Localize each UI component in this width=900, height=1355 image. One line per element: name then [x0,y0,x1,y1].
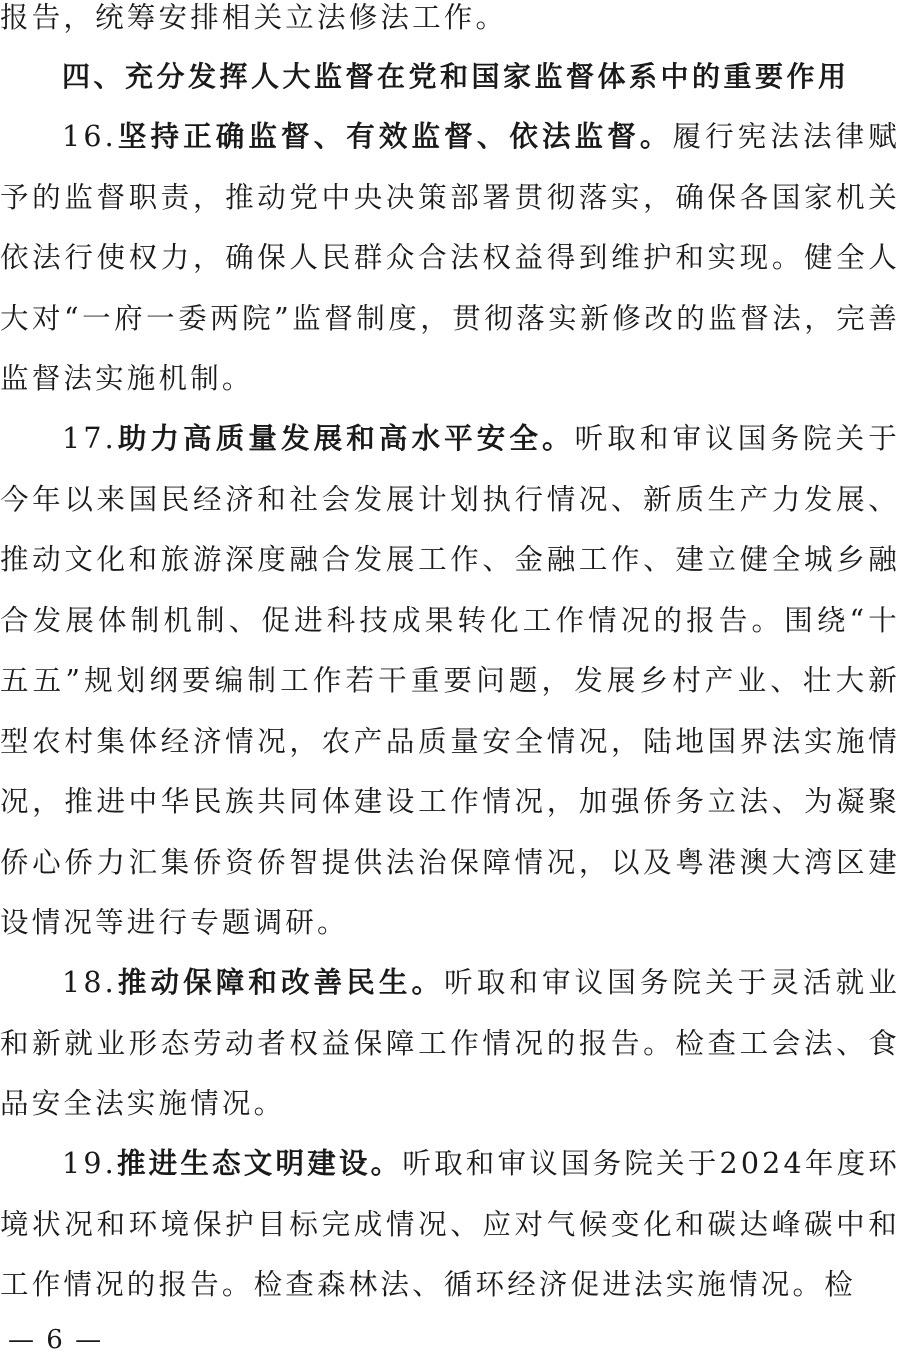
item-17-lead-text: 助力高质量发展和高水平安全。 [116,422,575,455]
item-16-paragraph [0,107,900,410]
item-19-number: 19. [62,1147,117,1180]
item-17-paragraph [0,409,900,954]
item-19-body: 听取和审议国务院关于2024年度环境状况和环境保护目标完成情况、应对气候变化和碳达峰碳中和工作情况的报告。检查森林法、循环经济促进法实施情况。检 [0,1147,900,1301]
item-18-paragraph [0,953,900,1135]
item-19-lead-text: 推进生态文明建设。 [116,1147,403,1180]
item-18-lead [62,966,444,999]
item-16-lead [62,120,673,153]
item-17-body: 听取和审议国务院关于今年以来国民经济和社会发展计划执行情况、新质生产力发展、推动文化和旅游深度融合发展工作、金融工作、建立健全城乡融合发展体制机制、促进科技成果转化工作情况的报告。围绕“十五五”规划纲要编制工作若干重要问题，发展乡村产业、壮大新型农村集体经济情况，农产品质量安全情况，陆地国界法实施情况，推进中华民族共同体建设工作情况，加强侨务立法、为凝聚侨心侨力汇集侨资侨智提供法治保障情况，以及粤港澳大湾区建设情况等进行专题调研。 [0,422,900,939]
page-number: — 6 — [8,1325,104,1355]
item-16-lead-text: 坚持正确监督、有效监督、依法监督。 [116,120,673,153]
item-18-body: 听取和审议国务院关于灵活就业和新就业形态劳动者权益保障工作情况的报告。检查工会法、食品安全法实施情况。 [0,966,900,1120]
item-18-lead-text: 推动保障和改善民生。 [116,966,445,999]
item-19-paragraph [0,1134,900,1316]
section-heading: 四、充分发挥人大监督在党和国家监督体系中的重要作用 [62,60,850,93]
item-16-body: 履行宪法法律赋予的监督职责，推动党中央决策部署贯彻落实，确保各国家机关依法行使权力，确保人民群众合法权益得到维护和实现。健全人大对“一府一委两院”监督制度，贯彻落实新修改的监督法，完善监督法实施机制。 [0,120,900,395]
continuation-paragraph: 报告，统筹安排相关立法修法工作。 [0,1,508,34]
item-19-lead [62,1147,402,1180]
item-18-number: 18. [62,966,117,999]
item-17-lead [62,422,575,455]
item-17-number: 17. [62,422,117,455]
item-16-number: 16. [62,120,117,153]
